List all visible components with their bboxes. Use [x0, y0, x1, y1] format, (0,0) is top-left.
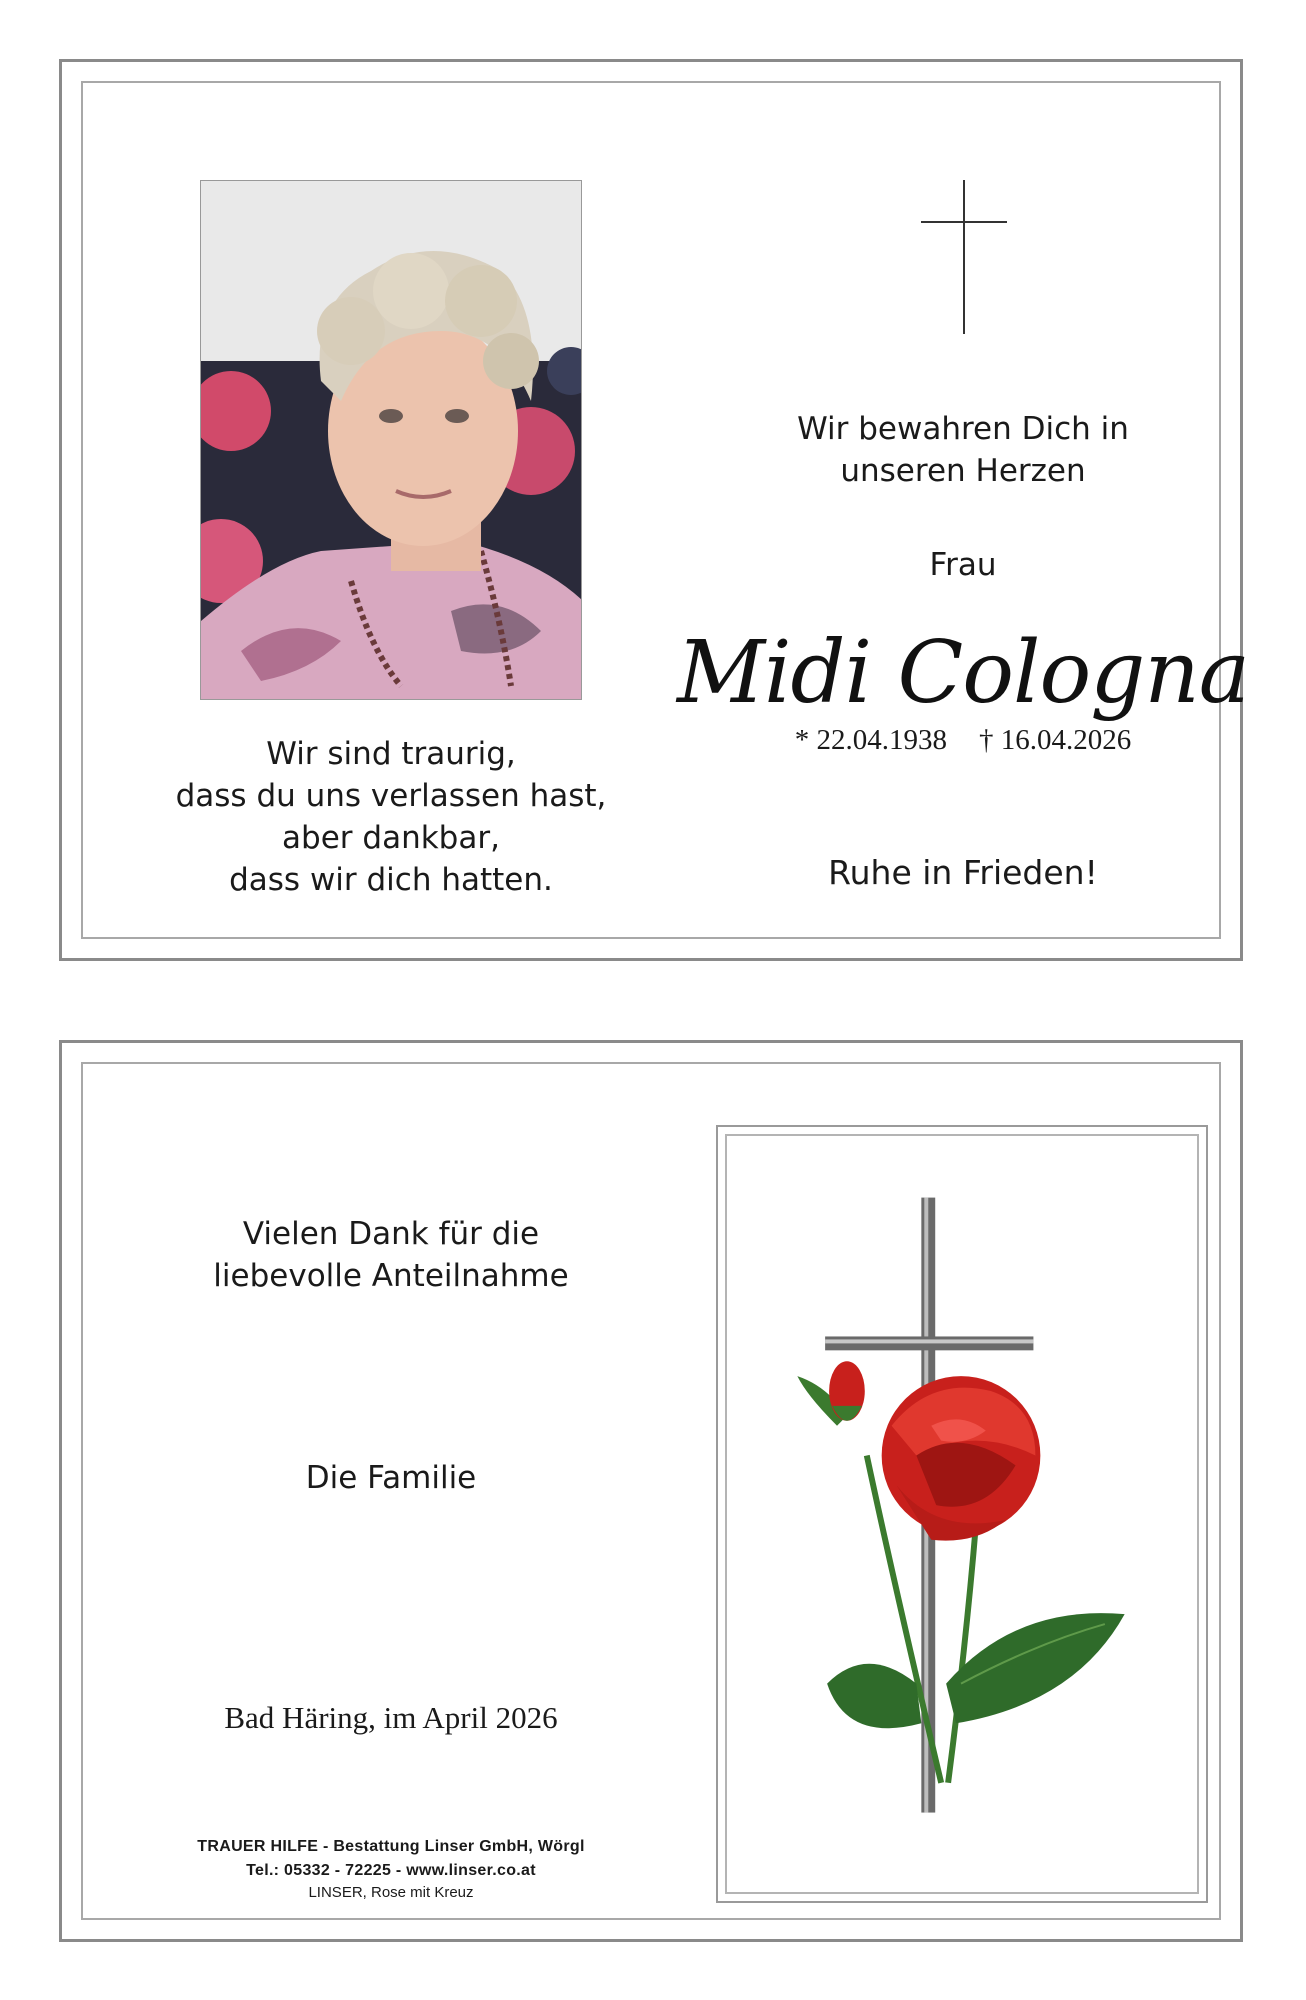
portrait-photo [200, 180, 582, 700]
thanks-message [131, 1213, 651, 1297]
funeral-home-footer [91, 1835, 691, 1903]
front-verse [131, 733, 651, 901]
motto-line: unseren Herzen [840, 453, 1086, 489]
deceased-name: Midi Cologna [676, 623, 1250, 723]
front-motto [643, 408, 1283, 492]
family-signature: Die Familie [305, 1460, 477, 1496]
cross-icon [921, 180, 1007, 334]
verse-line: dass wir dich hatten. [229, 862, 553, 898]
picture-frame [716, 1125, 1208, 1903]
rose-with-cross-icon [718, 1127, 1206, 1901]
verse-line: aber dankbar, [282, 820, 500, 856]
thanks-line: Vielen Dank für die [242, 1216, 540, 1252]
verse-line: dass du uns verlassen hast, [175, 778, 607, 814]
salutation: Frau [929, 547, 997, 583]
leaf [946, 1613, 1125, 1723]
footer-contact: Tel.: 05332 - 72225 - www.linser.co.at [246, 1862, 536, 1879]
verse-line: Wir sind traurig, [266, 736, 516, 772]
front-card-inner-border [81, 81, 1250, 939]
leaf [827, 1664, 921, 1728]
cross-horizontal [825, 1336, 1033, 1350]
footer-design: LINSER, Rose mit Kreuz [308, 1884, 474, 1901]
thanks-line: liebevolle Anteilnahme [213, 1258, 569, 1294]
life-dates [703, 720, 1223, 760]
back-card [59, 1040, 1243, 1942]
portrait-image [201, 181, 582, 700]
footer-company: TRAUER HILFE - Bestattung Linser GmbH, Wörgl [197, 1838, 585, 1855]
place-date: Bad Häring, im April 2026 [224, 1700, 558, 1735]
front-card [59, 59, 1250, 961]
back-card-inner-border [81, 1062, 1221, 1920]
death-date: † 16.04.2026 [979, 724, 1132, 756]
motto-line: Wir bewahren Dich in [797, 411, 1129, 447]
closing-phrase: Ruhe in Frieden! [828, 853, 1098, 892]
birth-date: * 22.04.1938 [794, 724, 947, 756]
